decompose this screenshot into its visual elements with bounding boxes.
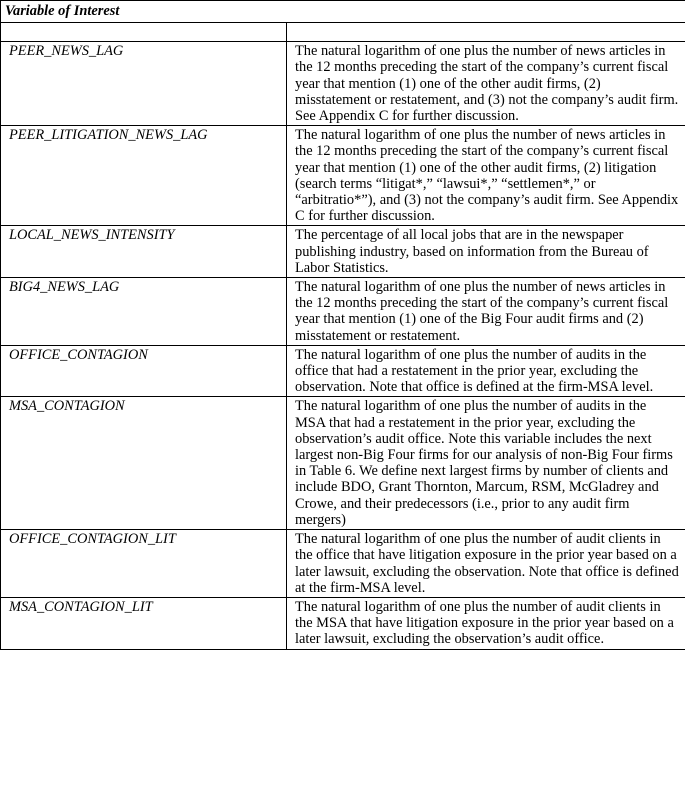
table-row [1,530,685,598]
variable-definition: The natural logarithm of one plus the number of audits in the office that had a restatement in the prior year, excluding the observation. Note that office is defined at the firm-MSA level. [287,345,685,397]
table-row [1,226,685,278]
table-row [1,42,685,126]
variable-name: LOCAL_NEWS_INTENSITY [1,226,287,278]
table-row [1,345,685,397]
variable-definition: The natural logarithm of one plus the number of news articles in the 12 months preceding the start of the company’s current fiscal year that mention (1) one of the other audit firms, (2) misstatement or restatement, and (3) not the company’s audit firm. See Appendix C for further discussion. [287,42,685,126]
variable-name: OFFICE_CONTAGION [1,345,287,397]
variable-definition: The natural logarithm of one plus the number of news articles in the 12 months preceding the start of the company’s current fiscal year that mention (1) one of the other audit firms, (2) litigation (search terms “litigat*,” “lawsui*,” “settlemen*,” or “arbitratio*”), and (3) not the company’s audit firm. See Appendix C for further discussion. [287,126,685,226]
variable-definition: The natural logarithm of one plus the number of audit clients in the office that have litigation exposure in the prior year based on a later lawsuit, excluding the observation. Note that office is defined at the firm-MSA level. [287,530,685,598]
variable-definition: The natural logarithm of one plus the number of news articles in the 12 months preceding the start of the company’s current fiscal year that mention (1) one of the Big Four audit firms and (2) misstatement or restatement. [287,278,685,346]
section-header-row [1,1,685,23]
variable-definition: The natural logarithm of one plus the number of audits in the MSA that had a restatement in the prior year, excluding the observation’s audit office. Note this variable includes the next largest non-Big Four firms for our analysis of non-Big Four firms in Table 6. We define next largest firms by number of clients and include BDO, Grant Thornton, Marcum, RSM, McGladrey and Crowe, and their predecessors (i.e., prior to any audit firm mergers) [287,397,685,530]
variable-name: BIG4_NEWS_LAG [1,278,287,346]
empty-row [1,23,685,42]
variable-definition: The percentage of all local jobs that are in the newspaper publishing industry, based on information from the Bureau of Labor Statistics. [287,226,685,278]
table-row [1,397,685,530]
variable-name: PEER_NEWS_LAG [1,42,287,126]
variable-name: OFFICE_CONTAGION_LIT [1,530,287,598]
table-row [1,278,685,346]
variable-name: MSA_CONTAGION_LIT [1,597,287,649]
variable-name: PEER_LITIGATION_NEWS_LAG [1,126,287,226]
variable-name: MSA_CONTAGION [1,397,287,530]
empty-cell [287,23,685,42]
variable-definition: The natural logarithm of one plus the number of audit clients in the MSA that have litigation exposure in the prior year based on a later lawsuit, excluding the observation’s audit office. [287,597,685,649]
table-row [1,597,685,649]
table-row [1,126,685,226]
section-title: Variable of Interest [1,1,685,23]
empty-cell [1,23,287,42]
